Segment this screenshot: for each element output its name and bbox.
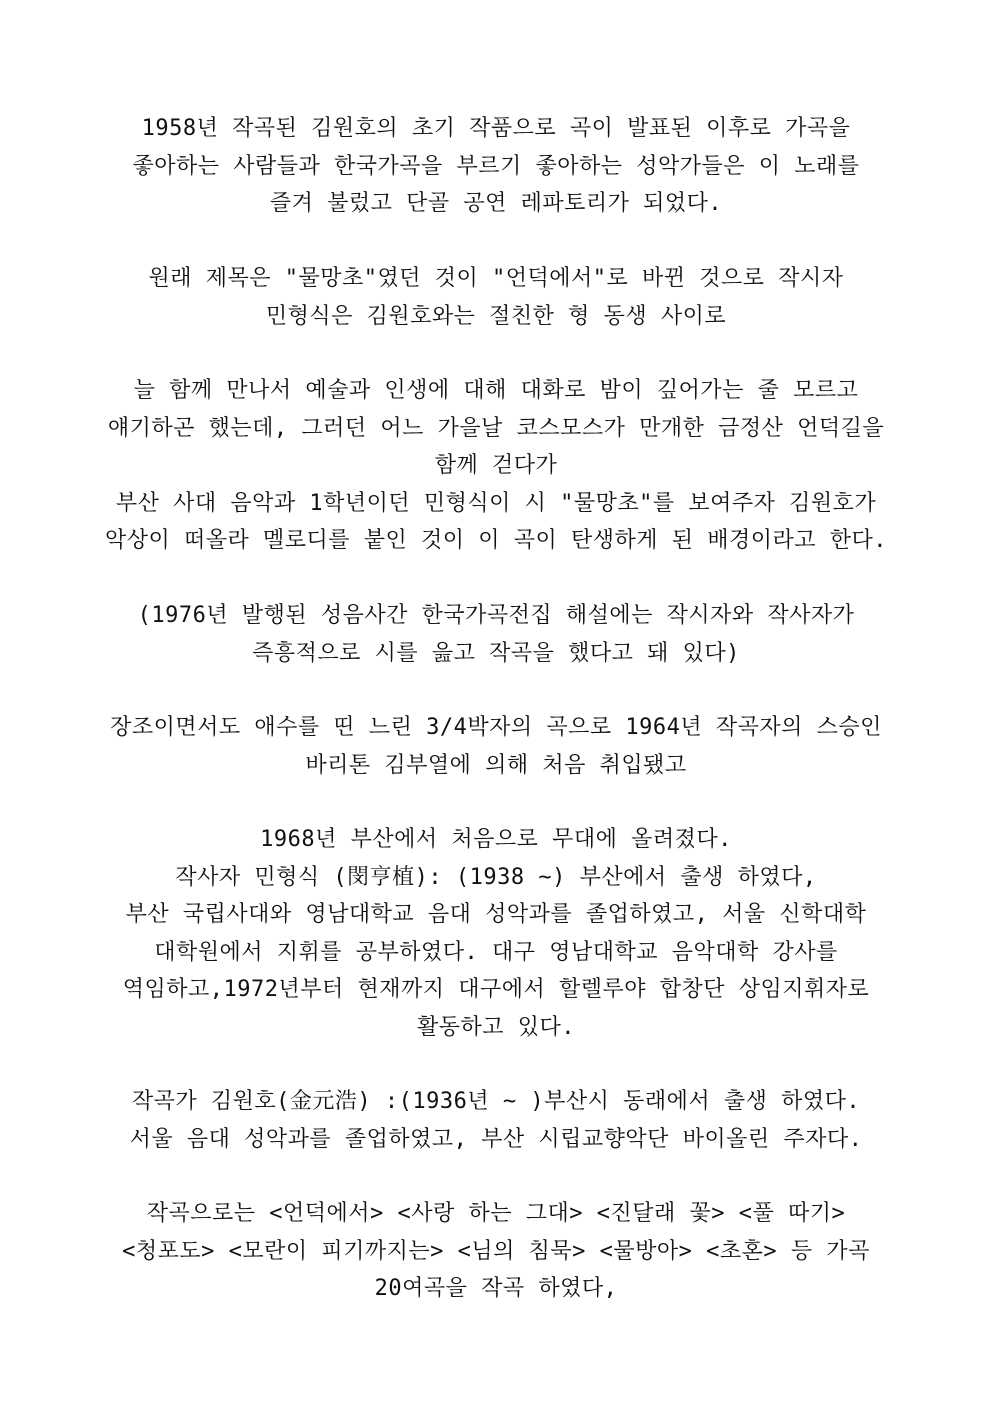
text-line: 부산 국립사대와 영남대학교 음대 성악과를 졸업하였고, 서울 신학대학: [125, 902, 867, 927]
text-line: 장조이면서도 애수를 띤 느린 3/4박자의 곡으로 1964년 작곡자의 스승인: [110, 715, 882, 740]
text-line: 얘기하곤 했는데, 그러던 어느 가을날 코스모스가 만개한 금정산 언덕길을: [107, 415, 885, 441]
paragraph-8: [96, 1195, 896, 1308]
text-line: 좋아하는 사람들과 한국가곡을 부르기 좋아하는 성악가들은 이 노래를: [132, 153, 860, 179]
text-line: 작곡가 김원호(金元浩) :(1936년 ~ )부산시 동래에서 출생 하였다.: [131, 1089, 861, 1114]
paragraph-5: [96, 709, 896, 784]
text-line: 1968년 부산에서 처음으로 무대에 올려졌다.: [260, 827, 732, 852]
text-line: 악상이 떠올라 멜로디를 붙인 것이 이 곡이 탄생하게 된 배경이라고 한다.: [104, 528, 887, 553]
text-line: 활동하고 있다.: [416, 1014, 575, 1040]
paragraph-2: [96, 260, 896, 335]
text-line: 서울 음대 성악과를 졸업하였고, 부산 시립교향악단 바이올린 주자다.: [129, 1126, 863, 1152]
text-line: 역임하고,1972년부터 현재까지 대구에서 할렐루야 합창단 상임지휘자로: [122, 977, 870, 1002]
paragraph-7: [96, 1083, 896, 1158]
text-line: <청포도> <모란이 피기까지는> <님의 침묵> <물방아> <초혼> 등 가곡: [122, 1238, 870, 1264]
text-line: 작사자 민형식 (閔亨植): (1938 ~) 부산에서 출생 하였다,: [175, 864, 817, 890]
text-line: 20여곡을 작곡 하였다,: [374, 1276, 618, 1301]
text-line: 원래 제목은 "물망초"였던 것이 "언덕에서"로 바뀐 것으로 작시자: [148, 266, 844, 291]
text-line: 부산 사대 음악과 1학년이던 민형식이 시 "물망초"를 보여주자 김원호가: [115, 490, 877, 516]
paragraph-6: [96, 821, 896, 1046]
text-line: 함께 걷다가: [434, 453, 558, 478]
paragraph-4: [96, 597, 896, 672]
text-line: 늘 함께 만나서 예술과 인생에 대해 대화로 밤이 깊어가는 줄 모르고: [133, 378, 859, 403]
text-line: 바리톤 김부열에 의해 처음 취입됐고: [305, 752, 687, 778]
paragraph-3: [96, 372, 896, 560]
text-line: (1976년 발행된 성음사간 한국가곡전집 해설에는 작시자와 작사자가: [137, 603, 855, 628]
text-line: 즉흥적으로 시를 읊고 작곡을 했다고 돼 있다): [252, 640, 740, 666]
text-line: 작곡으로는 <언덕에서> <사랑 하는 그대> <진달래 꽃> <풀 따기>: [146, 1201, 846, 1226]
text-line: 민형식은 김원호와는 절친한 형 동생 사이로: [265, 303, 727, 329]
text-line: 대학원에서 지휘를 공부하였다. 대구 영남대학교 음악대학 강사를: [154, 939, 838, 965]
text-line: 1958년 작곡된 김원호의 초기 작품으로 곡이 발표된 이후로 가곡을: [141, 116, 851, 141]
paragraph-1: [96, 110, 896, 223]
text-line: 즐겨 불렀고 단골 공연 레파토리가 되었다.: [269, 191, 723, 216]
